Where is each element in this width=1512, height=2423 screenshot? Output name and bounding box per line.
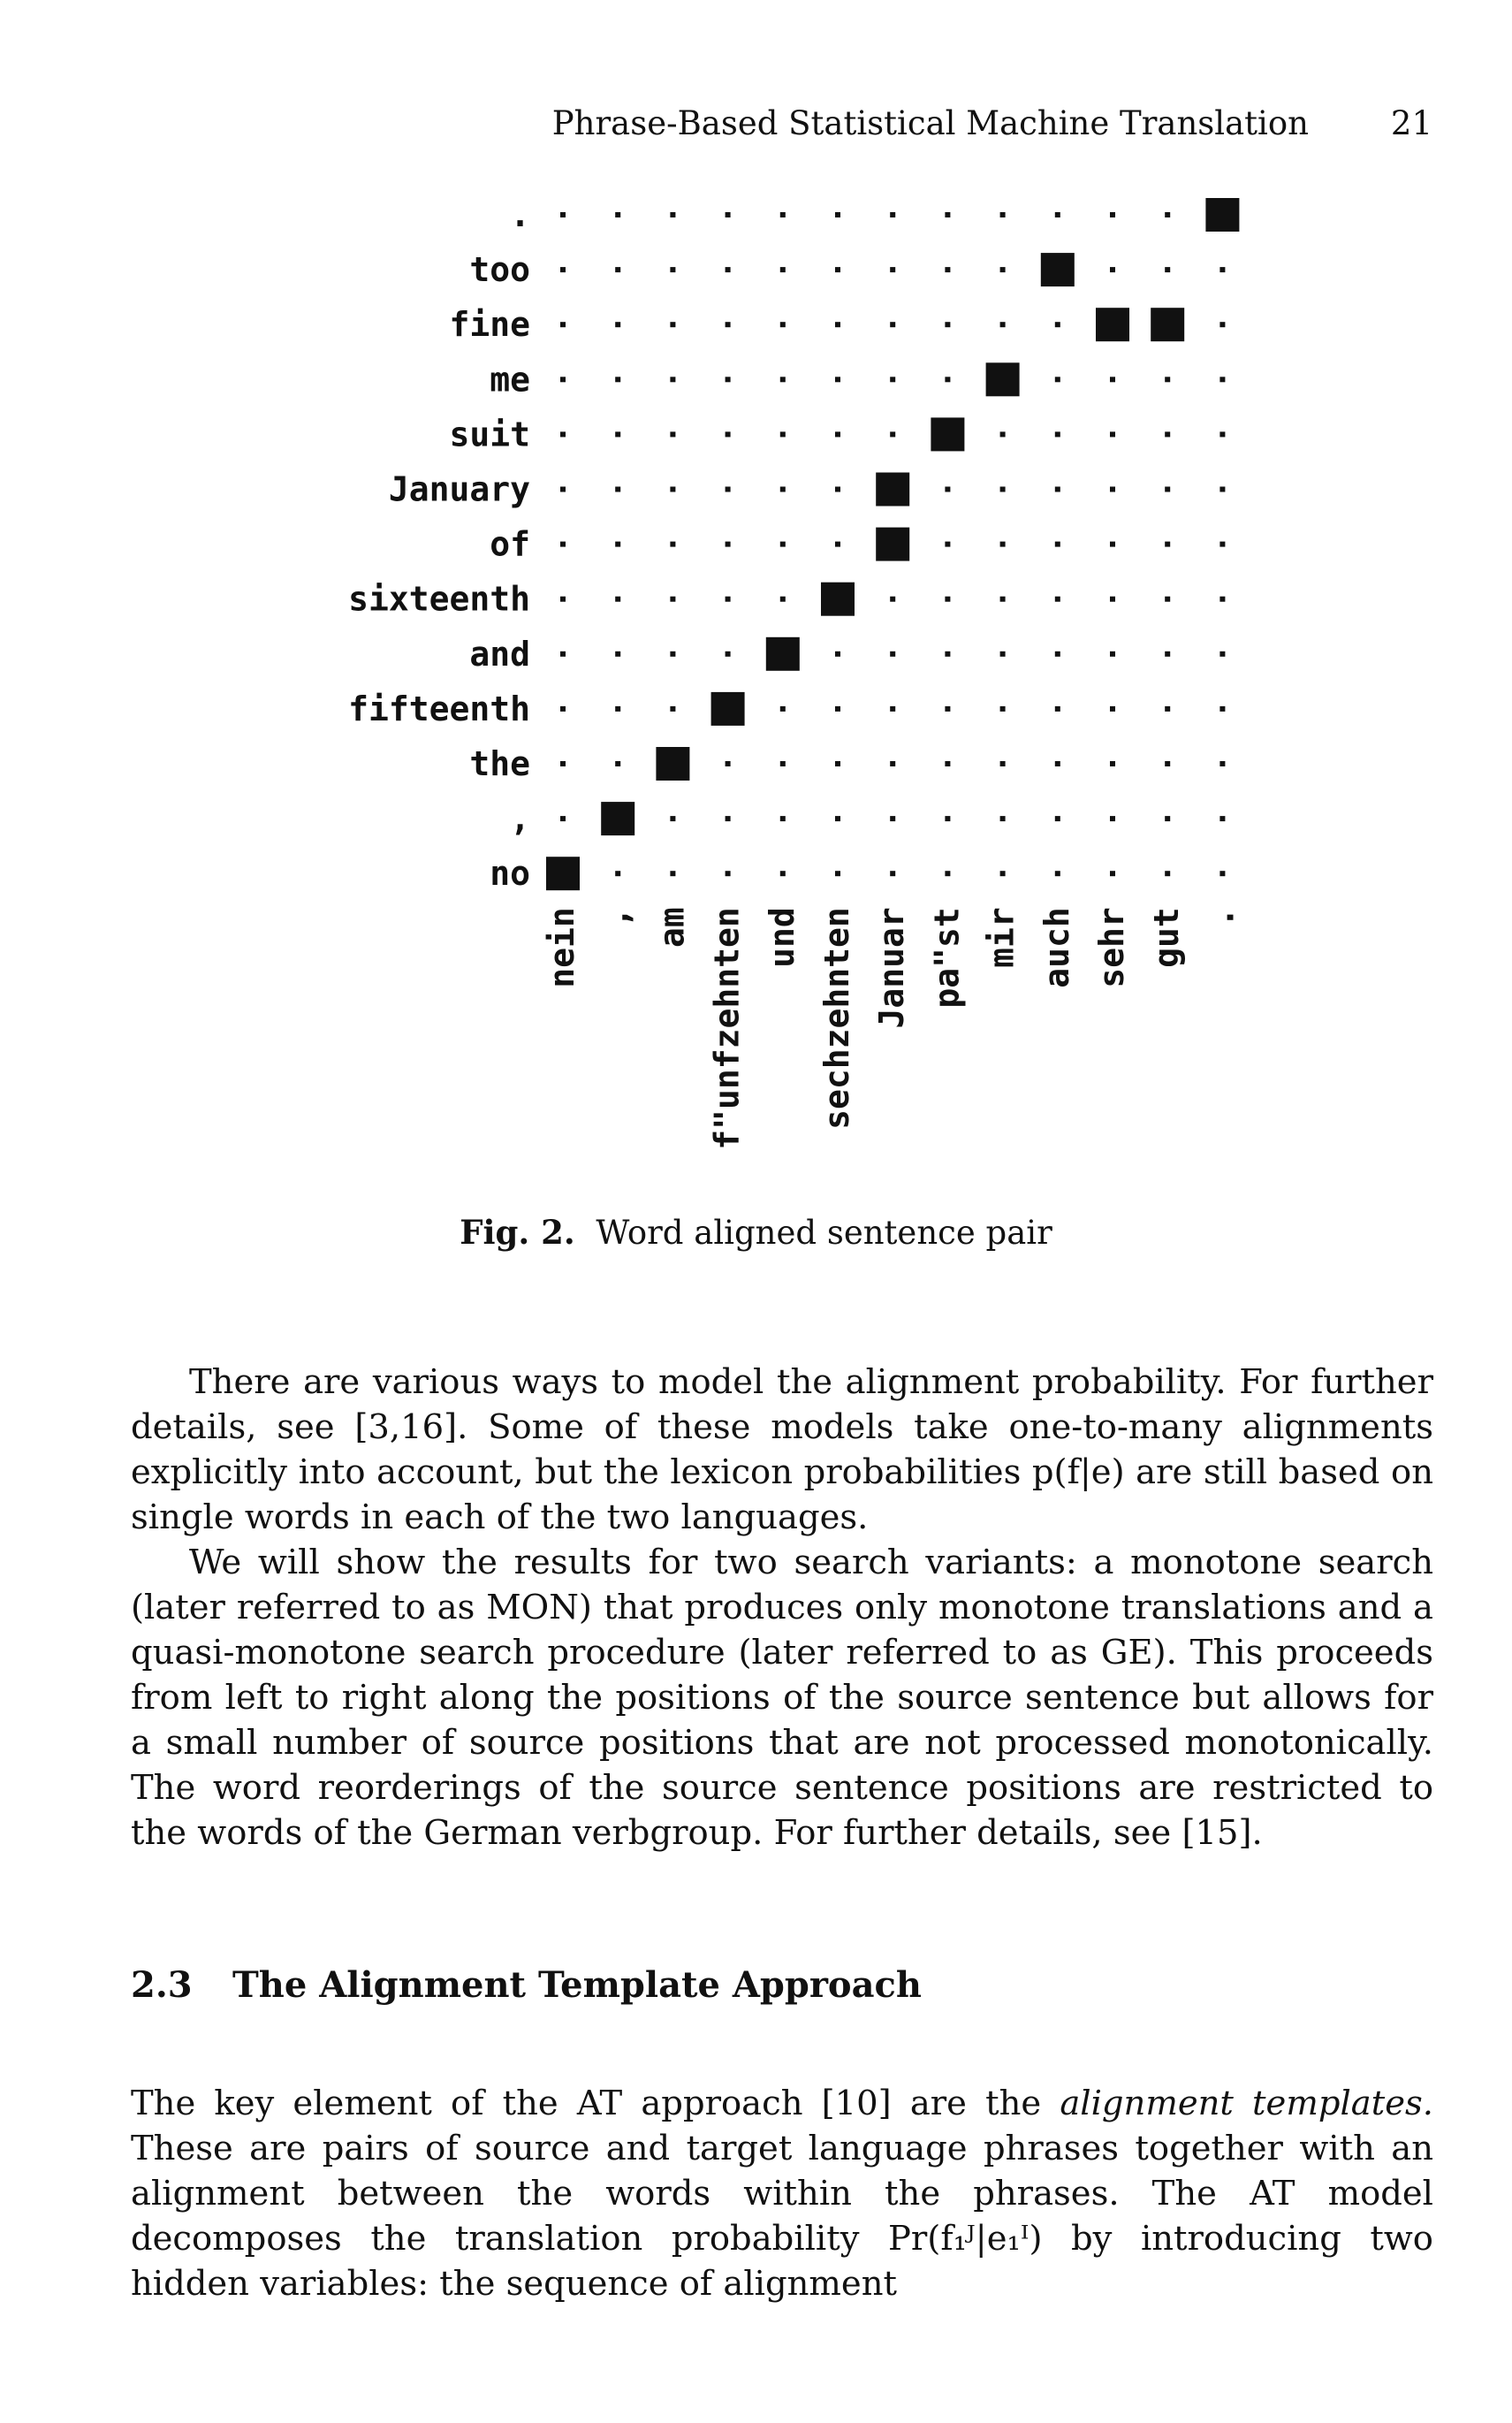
running-title: Phrase-Based Statistical Machine Translation (551, 104, 1309, 142)
paragraph-alignment-templates (131, 2081, 1433, 2306)
grid-dot (726, 487, 731, 492)
p3-text-start: The key element of the AT approach [10] are the (131, 2084, 1060, 2123)
grid-dot (1219, 377, 1225, 382)
grid-dot (945, 267, 950, 272)
section-number: 2.3 (131, 1964, 193, 2006)
grid-dot (1219, 267, 1225, 272)
grid-dot (615, 377, 620, 382)
grid-dot (1165, 267, 1170, 272)
grid-dot (560, 431, 566, 437)
grid-dot (1165, 761, 1170, 766)
alignment-point (1041, 253, 1075, 286)
figure-caption-label: Fig. 2. (460, 1213, 575, 1252)
grid-dot (1000, 706, 1006, 712)
grid-dot (560, 597, 566, 602)
grid-dot (1000, 542, 1006, 547)
grid-dot (1110, 377, 1115, 382)
grid-dot (1000, 431, 1006, 437)
source-word-label: sechzehnten (817, 907, 856, 1130)
grid-dot (1219, 706, 1225, 712)
grid-dot (945, 487, 950, 492)
grid-dot (1000, 597, 1006, 602)
grid-dot (1110, 487, 1115, 492)
grid-dot (945, 542, 950, 547)
grid-dot (1219, 322, 1225, 327)
grid-dot (835, 542, 840, 547)
grid-dot (1000, 267, 1006, 272)
grid-dot (835, 761, 840, 766)
grid-dot (1055, 597, 1060, 602)
grid-dot (1219, 597, 1225, 602)
grid-dot (1110, 212, 1115, 217)
paragraph-alignment-models: There are various ways to model the alignment probability. For further details, see [3,16]. Some of these models take one-to-many alignments explicitly into account, but the lexicon probabilities p(f|e) are still based on single words in each of the two languages. (131, 1362, 1433, 1537)
alignment-point (1205, 198, 1239, 232)
grid-dot (1165, 431, 1170, 437)
paragraph-search-variants: We will show the results for two search variants: a monotone search (later referred to as MON) that produces only monotone translations and a quasi-monotone search procedure (later referred to as GE). This proceeds from left to right along the positions of the source sentence but allows for a small number of source positions that are not processed monotonically. The word reorderings of the source sentence positions are restricted to the words of the German verbgroup. For further details, see [15]. (131, 1543, 1433, 1853)
grid-dot (1110, 267, 1115, 272)
grid-dot (890, 816, 895, 821)
grid-dot (1000, 322, 1006, 327)
section-title: The Alignment Template Approach (232, 1964, 922, 2006)
grid-dot (1219, 431, 1225, 437)
grid-dot (1110, 542, 1115, 547)
source-word-label: . (1202, 907, 1242, 928)
grid-dot (670, 431, 675, 437)
grid-dot (945, 761, 950, 766)
target-word-label: the (469, 744, 530, 783)
grid-dot (670, 542, 675, 547)
grid-dot (560, 761, 566, 766)
grid-dot (780, 761, 786, 766)
figure-caption (0, 1213, 1512, 1252)
grid-dot (780, 212, 786, 217)
grid-dot (1000, 487, 1006, 492)
grid-dot (726, 542, 731, 547)
grid-dot (1000, 871, 1006, 876)
source-word-label: auch (1037, 907, 1076, 988)
grid-dot (890, 871, 895, 876)
grid-dot (890, 377, 895, 382)
source-word-label: pa"st (927, 907, 967, 1009)
grid-dot (835, 651, 840, 657)
grid-dot (1219, 542, 1225, 547)
grid-dot (1000, 816, 1006, 821)
grid-dot (780, 431, 786, 437)
grid-dot (615, 212, 620, 217)
alignment-point (1096, 308, 1129, 341)
source-word-label: f"unfzehnten (707, 907, 747, 1150)
grid-dot (670, 322, 675, 327)
grid-dot (726, 377, 731, 382)
grid-dot (615, 267, 620, 272)
grid-dot (560, 487, 566, 492)
target-word-label: January (388, 469, 530, 509)
grid-dot (726, 212, 731, 217)
grid-dot (1165, 871, 1170, 876)
grid-dot (890, 706, 895, 712)
alignment-point (821, 583, 855, 616)
grid-dot (1165, 651, 1170, 657)
grid-dot (615, 487, 620, 492)
source-word-label: gut (1147, 907, 1187, 968)
grid-dot (1110, 706, 1115, 712)
grid-dot (615, 761, 620, 766)
grid-dot (1165, 542, 1170, 547)
grid-dot (670, 871, 675, 876)
grid-dot (670, 597, 675, 602)
grid-dot (780, 267, 786, 272)
grid-dot (670, 377, 675, 382)
grid-dot (615, 706, 620, 712)
grid-dot (890, 322, 895, 327)
alignment-point (766, 637, 800, 671)
grid-dot (560, 322, 566, 327)
grid-dot (890, 267, 895, 272)
grid-dot (1055, 322, 1060, 327)
grid-dot (1165, 706, 1170, 712)
grid-dot (726, 816, 731, 821)
grid-dot (615, 651, 620, 657)
grid-dot (835, 816, 840, 821)
source-word-label: am (652, 907, 692, 948)
grid-dot (835, 267, 840, 272)
grid-dot (615, 542, 620, 547)
grid-dot (615, 597, 620, 602)
grid-dot (1110, 431, 1115, 437)
grid-dot (1055, 487, 1060, 492)
source-word-label: , (597, 907, 637, 928)
grid-dot (1165, 212, 1170, 217)
grid-dot (835, 706, 840, 712)
grid-dot (1165, 377, 1170, 382)
grid-dot (1219, 816, 1225, 821)
grid-dot (560, 706, 566, 712)
grid-dot (1055, 542, 1060, 547)
grid-dot (780, 377, 786, 382)
target-word-label: . (510, 195, 530, 234)
p3-text-end: These are pairs of source and target language phrases together with an alignment between the words within the phrases. The AT model decomposes the translation probability Pr(f₁ᴶ|e₁ᴵ) by introducing two hidden variables: the sequence of alignment (131, 2129, 1433, 2304)
alignment-point (601, 802, 634, 835)
grid-dot (1055, 871, 1060, 876)
grid-dot (560, 816, 566, 821)
figure-caption-text: Word aligned sentence pair (596, 1214, 1052, 1252)
grid-dot (1000, 761, 1006, 766)
grid-dot (1110, 651, 1115, 657)
grid-dot (670, 267, 675, 272)
grid-dot (1000, 212, 1006, 217)
grid-dot (670, 651, 675, 657)
grid-dot (835, 431, 840, 437)
grid-dot (670, 816, 675, 821)
target-word-label: , (510, 799, 530, 839)
alignment-point (876, 473, 909, 507)
page-header (0, 104, 1512, 149)
grid-dot (1165, 816, 1170, 821)
grid-dot (615, 431, 620, 437)
grid-dot (1055, 377, 1060, 382)
grid-dot (890, 431, 895, 437)
grid-dot (615, 871, 620, 876)
alignment-point (546, 857, 580, 890)
grid-dot (726, 322, 731, 327)
grid-dot (560, 267, 566, 272)
grid-dot (726, 267, 731, 272)
grid-dot (780, 816, 786, 821)
source-word-label: sehr (1092, 907, 1131, 988)
grid-dot (1110, 761, 1115, 766)
target-word-label: too (469, 250, 530, 290)
grid-dot (726, 651, 731, 657)
grid-dot (670, 706, 675, 712)
grid-dot (945, 871, 950, 876)
grid-dot (1055, 212, 1060, 217)
grid-dot (560, 542, 566, 547)
grid-dot (1110, 816, 1115, 821)
target-word-label: of (490, 524, 530, 564)
alignment-point (986, 362, 1020, 396)
target-word-label: me (490, 360, 530, 400)
grid-dot (835, 377, 840, 382)
grid-dot (1055, 761, 1060, 766)
source-word-label: nein (543, 907, 581, 988)
alignment-point (711, 692, 745, 726)
grid-dot (560, 377, 566, 382)
grid-dot (890, 651, 895, 657)
grid-dot (890, 212, 895, 217)
grid-dot (1165, 597, 1170, 602)
grid-dot (1055, 431, 1060, 437)
page-number: 21 (1390, 104, 1432, 142)
grid-dot (780, 597, 786, 602)
grid-dot (615, 322, 620, 327)
target-word-label: suit (449, 415, 530, 454)
grid-dot (835, 487, 840, 492)
alignment-matrix-figure (0, 177, 1512, 1193)
grid-dot (726, 431, 731, 437)
grid-dot (560, 212, 566, 217)
grid-dot (780, 706, 786, 712)
grid-dot (1219, 761, 1225, 766)
target-word-label: no (490, 854, 530, 894)
grid-dot (726, 761, 731, 766)
target-word-label: and (469, 634, 530, 674)
grid-dot (890, 597, 895, 602)
grid-dot (1055, 816, 1060, 821)
grid-dot (945, 816, 950, 821)
source-word-label: und (762, 907, 802, 968)
grid-dot (726, 871, 731, 876)
p3-emphasis: alignment templates. (1060, 2084, 1433, 2123)
grid-dot (1110, 597, 1115, 602)
grid-dot (1055, 651, 1060, 657)
grid-dot (1000, 651, 1006, 657)
grid-dot (945, 377, 950, 382)
grid-dot (890, 761, 895, 766)
grid-dot (1165, 487, 1170, 492)
grid-dot (670, 487, 675, 492)
target-word-label: fifteenth (348, 689, 530, 728)
alignment-point (931, 417, 964, 451)
target-word-label: sixteenth (348, 579, 530, 619)
grid-dot (1110, 871, 1115, 876)
grid-dot (780, 322, 786, 327)
grid-dot (780, 542, 786, 547)
grid-dot (1055, 706, 1060, 712)
grid-dot (835, 212, 840, 217)
grid-dot (670, 212, 675, 217)
alignment-point (656, 747, 689, 781)
grid-dot (1219, 651, 1225, 657)
grid-dot (835, 871, 840, 876)
grid-dot (1219, 487, 1225, 492)
target-word-label: fine (449, 305, 530, 345)
grid-dot (560, 651, 566, 657)
grid-dot (945, 706, 950, 712)
source-word-label: mir (982, 907, 1022, 968)
grid-dot (945, 597, 950, 602)
grid-dot (780, 487, 786, 492)
alignment-point (1151, 308, 1184, 341)
section-heading (131, 1964, 922, 2006)
grid-dot (726, 597, 731, 602)
grid-dot (945, 322, 950, 327)
source-word-label: Januar (872, 907, 912, 1029)
grid-dot (945, 212, 950, 217)
alignment-point (876, 528, 909, 561)
grid-dot (1219, 871, 1225, 876)
grid-dot (945, 651, 950, 657)
grid-dot (835, 322, 840, 327)
grid-dot (780, 871, 786, 876)
